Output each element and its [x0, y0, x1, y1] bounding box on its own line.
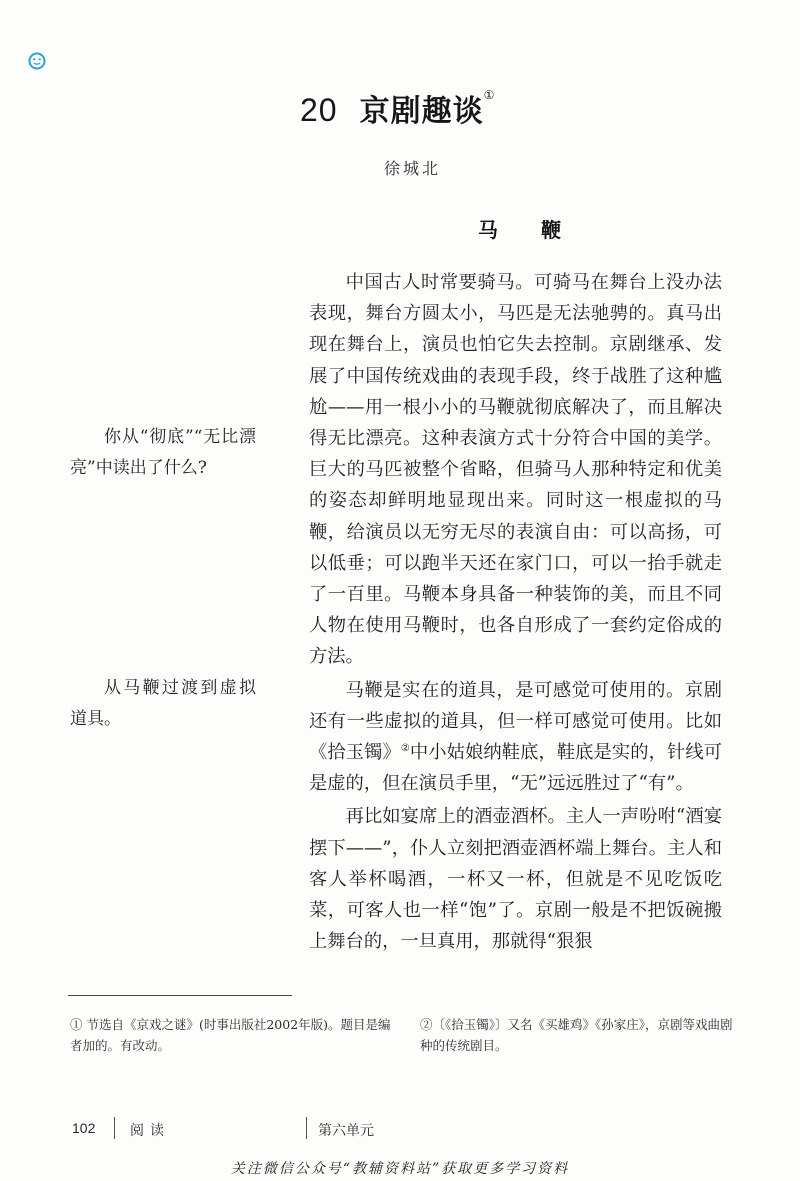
lesson-title-text: 京剧趣谈 — [359, 94, 484, 129]
footer-unit-label: 第六单元 — [318, 1123, 374, 1139]
footer-separator — [306, 1117, 307, 1139]
footer-separator — [114, 1117, 115, 1139]
paragraph-2-text-a: 马鞭是实在的道具，是可感觉可使用的。京剧还有一些虚拟的道具，但一样可感觉可使用。比如《拾玉镯》 — [309, 679, 722, 764]
section-heading: 马 鞭 — [478, 218, 579, 242]
paragraph-2-text-b: 中小姑娘纳鞋底，鞋底是实的，针线可是虚的，但在演员手里，“无”远远胜过了“有”。 — [309, 742, 723, 795]
main-text — [309, 267, 722, 959]
lesson-title — [300, 86, 495, 130]
page-number: 102 — [72, 1120, 96, 1136]
margin-note-transition: 从马鞭过渡到虚拟道具。 — [70, 678, 256, 729]
lesson-number: 20 — [300, 92, 338, 128]
author-name: 徐城北 — [384, 159, 442, 178]
footnote-marker-2: ② — [400, 742, 410, 754]
paragraph-2 — [309, 675, 722, 800]
footnote-1: ① 节选自《京戏之谜》(时事出版社2002年版)。题目是编者加的。有改动。 — [70, 1017, 391, 1053]
smiley-face-icon — [28, 52, 46, 70]
title-footnote-marker: ① — [483, 88, 496, 102]
watermark-text: 关注微信公众号“教辅资料站”获取更多学习资料 — [230, 1161, 570, 1177]
footer-part-label: 阅读 — [130, 1123, 170, 1139]
paragraph-1: 中国古人时常要骑马。可骑马在舞台上没办法表现，舞台方圆太小，马匹是无法驰骋的。真马出现在舞台上，演员也怕它失去控制。京剧继承、发展了中国传统戏曲的表现手段，终于战胜了这种尴尬——用一根小小的马鞭就彻底解决了，而且解决得无比漂亮。这种表演方式十分符合中国的美学。巨大的马匹被整个省略，但骑马人那种特定和优美的姿态却鲜明地显现出来。同时这一根虚拟的马鞭，给演员以无穷无尽的表演自由：可以高扬，可以低垂；可以跑半天还在家门口，可以一抬手就走了一百里。马鞭本身具备一种装饰的美，而且不同人物在使用马鞭时，也各自形成了一套约定俗成的方法。 — [309, 272, 722, 668]
margin-note-question: 你从“彻底”“无比漂亮”中读出了什么? — [70, 427, 256, 478]
paragraph-3: 再比如宴席上的酒壶酒杯。主人一声吩咐“酒宴摆下——”，仆人立刻把酒壶酒杯端上舞台。主人和客人举杯喝酒，一杯又一杯，但就是不见吃饭吃菜，可客人也一样“饱”了。京剧一般是不把饭碗搬上舞台的，一旦真用，那就得“狠狠 — [309, 806, 722, 953]
footnote-divider — [68, 995, 292, 996]
footnote-2: ②〔《拾玉镯》〕又名《买雄鸡》《孙家庄》，京剧等戏曲剧种的传统剧目。 — [420, 1017, 733, 1053]
